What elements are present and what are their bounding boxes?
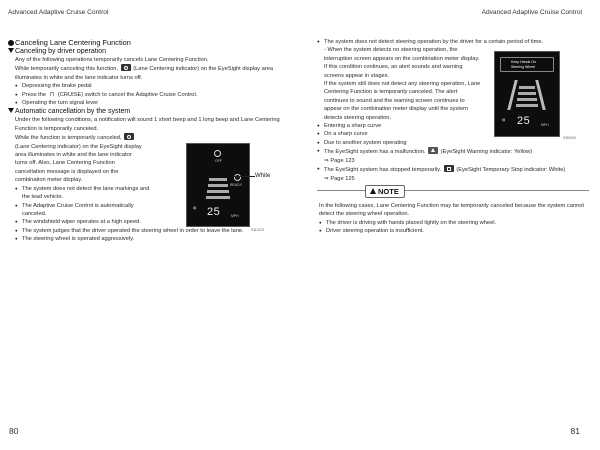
paragraph: While the function is temporarily canceled, (Lane Centering indicator) on the EyeSight display area illuminates in white and the lane indicator turns off. Also, Lane Centering Function cancellation message is displayed on the combination meter display. (15, 135, 142, 184)
paragraph: While temporarily canceling this function, (Lane Centering indicator) on the EyeSight display area illuminates in white and the lane indicator turns off. (15, 66, 273, 81)
set-speed-icon: ▤ (193, 206, 197, 210)
note-item: ● The driver is driving with hands placed lightly on the steering wheel. (319, 219, 587, 227)
list-item: ● The system does not detect steering operation by the driver for a certain period of time. (317, 38, 589, 46)
lane-centering-indicator-icon (214, 150, 221, 157)
paragraph: Under the following conditions, a notification will sound 1 short beep and 1 long beep and Lane Centering Function is temporarily canceled. (15, 117, 280, 132)
set-speed-value: 25 (207, 206, 221, 218)
lead-vehicle-bar (516, 104, 538, 107)
eyesight-warning-icon (428, 147, 438, 154)
subheading-driver-operation: Canceling by driver operation (8, 47, 291, 56)
note-item: ● Driver steering operation is insufficient. (319, 227, 587, 235)
list-item: ● Due to another system operating (317, 139, 589, 147)
callout-line (233, 176, 255, 177)
eyesight-display-figure (186, 143, 250, 227)
cruise-switch-icon: ⊓ (49, 91, 55, 98)
note-header (317, 186, 589, 202)
indicator-off-text: OFF (215, 159, 222, 163)
note-intro: In the following cases, Lane Centering Function may be temporarily canceled because the system cannot detect the steering wheel operation. (319, 202, 584, 218)
lead-vehicle-bar (517, 98, 537, 101)
running-header-left: Advanced Adaptive Cruise Control (8, 9, 109, 16)
message-box (500, 57, 554, 72)
sub-item: If the system still does not detect any steering operation, Lane Centering Function is temporarily canceled. The alert continues to sound and the warning screen continues to appear on the combination meter display until the system detects steering operation. (324, 81, 481, 121)
combination-meter-figure (494, 51, 560, 137)
message-line-2: Steering Wheel (511, 64, 535, 69)
eyesight-temporary-stop-icon (444, 165, 454, 172)
list-item: ● The windshield wiper operates at a high speed. (15, 218, 150, 226)
lead-vehicle-bar (208, 184, 228, 187)
lead-vehicle-bar (206, 196, 230, 199)
lead-vehicle-bar (519, 86, 535, 89)
page-number-left: 80 (9, 426, 19, 436)
running-header-right: Advanced Adaptive Cruise Control (481, 9, 582, 16)
triangle-bullet-icon (8, 108, 14, 113)
message-line-1: Keep Hands On (511, 59, 536, 64)
set-speed-value: 25 (517, 115, 531, 127)
list-item: ● Operating the turn signal lever (15, 99, 291, 107)
list-item: ● The system does not detect the lane markings and the lead vehicle. (15, 185, 150, 202)
lane-centering-indicator-icon (124, 133, 134, 140)
note-body (317, 202, 589, 236)
page-number-right: 81 (570, 426, 580, 436)
page-reference: ⇒ Page 125 (324, 175, 355, 182)
triangle-bullet-icon (8, 48, 14, 53)
list-item: ● The Adaptive Cruise Control is automatically canceled. (15, 202, 150, 219)
page-reference: ⇒ Page 123 (324, 157, 355, 164)
lead-vehicle-bar (207, 190, 229, 193)
list-item: ● On a sharp curve (317, 130, 589, 138)
list-item: ● The EyeSight system has stopped temporarily. (EyeSight Temporary Stop indicator: White) (317, 165, 589, 174)
list-item: ● The system judges that the driver operated the steering wheel in order to leave the lane. (15, 227, 291, 235)
list-item: ● Depressing the brake pedal (15, 82, 291, 90)
speed-unit: MPH (541, 123, 549, 127)
list-item: ● Entering a sharp curve (317, 122, 589, 130)
ready-text: READY (230, 183, 243, 187)
paragraph: Any of the following operations temporarily cancels Lane Centering Function. (15, 57, 209, 63)
lead-vehicle-bar (518, 92, 536, 95)
section-heading-canceling: Canceling Lane Centering Function (8, 38, 291, 47)
list-item: ● The steering wheel is operated aggressively. (15, 235, 291, 243)
list-item: ● The EyeSight system has a malfunction. (EyeSight Warning indicator: Yellow) (317, 147, 589, 156)
set-speed-icon: ▤ (502, 118, 506, 122)
lane-centering-indicator-icon (121, 64, 131, 71)
speed-unit: MPH (231, 214, 239, 218)
sub-item: - When the system detects no steering operation, the interruption screen appears on the combination meter display. If this condition continues, an alert sounds and warning screens appear in stages. (324, 47, 480, 79)
bullet-dot-icon (8, 40, 14, 46)
figure-code: S3I1023 (251, 228, 265, 232)
lead-vehicle-bar (209, 178, 227, 181)
callout-label-white: White (255, 173, 271, 179)
warning-triangle-icon (370, 188, 376, 194)
note-label: NOTE (365, 185, 405, 198)
subheading-automatic-cancellation: Automatic cancellation by the system (8, 107, 291, 116)
list-item: ● Press the ⊓ (CRUISE) switch to cancel the Adaptive Cruise Control. (15, 91, 291, 99)
figure-code: S3I0000 (563, 136, 577, 140)
